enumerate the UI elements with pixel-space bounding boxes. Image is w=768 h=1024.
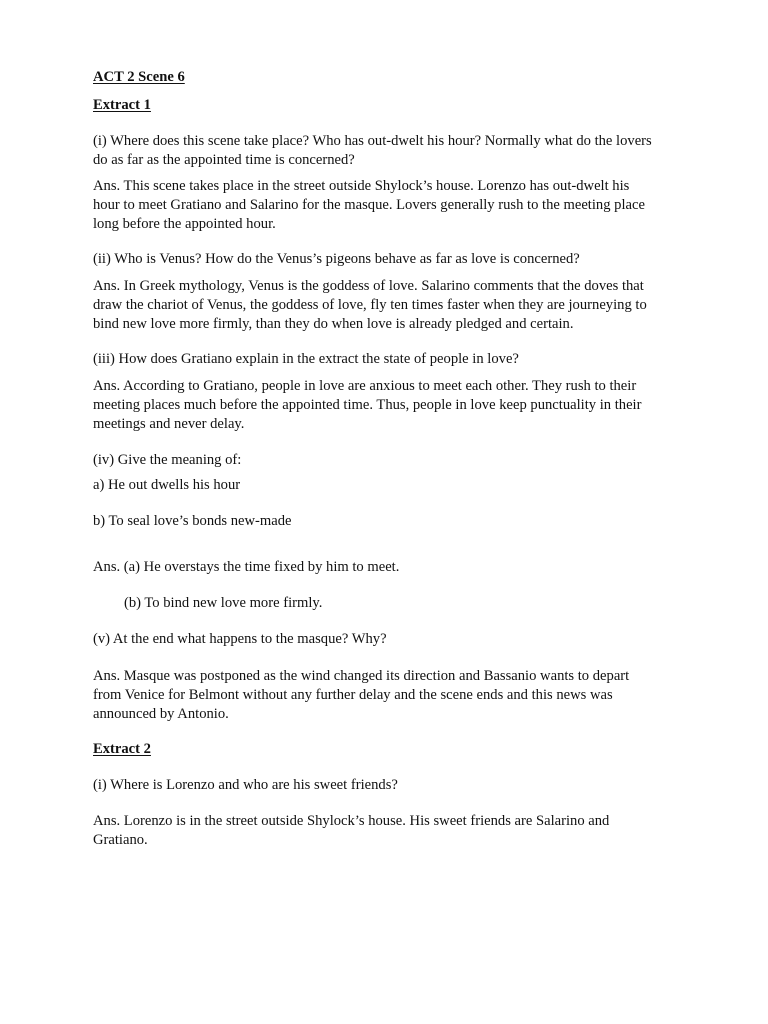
question-line: (i) Where does this scene take place? Who has out-dwelt his hour? Normally what do the lovers [93,133,652,149]
extract-1-heading: Extract 1 [93,97,151,113]
answer-line: long before the appointed hour. [93,216,276,232]
answer-line: Ans. Masque was postponed as the wind changed its direction and Bassanio wants to depart [93,668,630,684]
answer-line: Ans. According to Gratiano, people in love are anxious to meet each other. They rush to their [93,378,637,394]
answer-line: Ans. (a) He overstays the time fixed by him to meet. [93,559,400,575]
answer-line: (b) To bind new love more firmly. [124,595,323,611]
answer-line: bind new love more firmly, than they do when love is already pledged and certain. [93,316,574,332]
answer-line: meetings and never delay. [93,416,245,432]
answer-line: Ans. This scene takes place in the street outside Shylock’s house. Lorenzo has out-dwelt his [93,178,630,194]
question-line: (i) Where is Lorenzo and who are his sweet friends? [93,777,398,793]
extract-2-heading: Extract 2 [93,741,151,757]
document-title: ACT 2 Scene 6 [93,69,185,85]
answer-line: announced by Antonio. [93,706,229,722]
question-line: (iii) How does Gratiano explain in the extract the state of people in love? [93,351,519,367]
question-line: (ii) Who is Venus? How do the Venus’s pigeons behave as far as love is concerned? [93,251,580,267]
question-line: (v) At the end what happens to the masque? Why? [93,631,387,647]
answer-line: Gratiano. [93,832,148,848]
answer-line: draw the chariot of Venus, the goddess of love, fly ten times faster when they are journeying to [93,297,647,313]
answer-line: hour to meet Gratiano and Salarino for the masque. Lovers generally rush to the meeting place [93,197,645,213]
answer-line: Ans. In Greek mythology, Venus is the goddess of love. Salarino comments that the doves that [93,278,644,294]
answer-line: meeting places much before the appointed time. Thus, people in love keep punctuality in their [93,397,642,413]
question-line: do as far as the appointed time is concerned? [93,152,355,168]
answer-line: from Venice for Belmont without any further delay and the scene ends and this news was [93,687,613,703]
question-line: b) To seal love’s bonds new-made [93,513,292,529]
question-line: a) He out dwells his hour [93,477,241,493]
answer-line: Ans. Lorenzo is in the street outside Shylock’s house. His sweet friends are Salarino and [93,813,610,829]
question-line: (iv) Give the meaning of: [93,452,242,468]
